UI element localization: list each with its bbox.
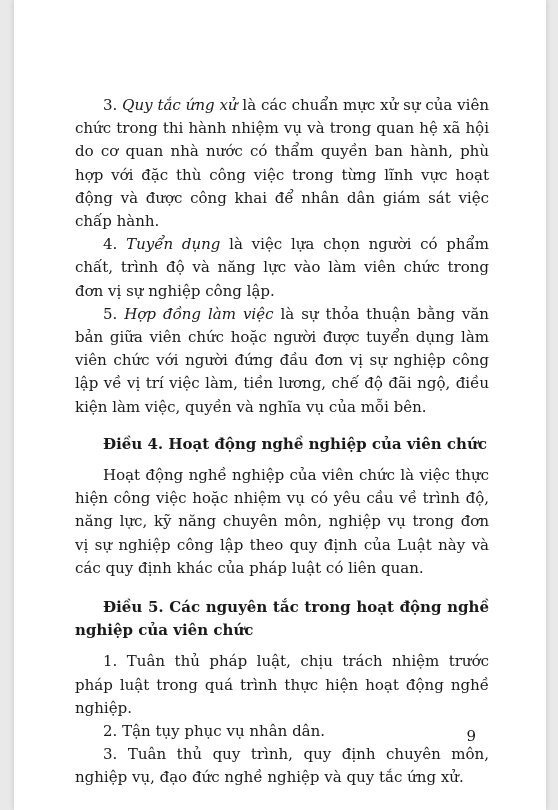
article-5-point-1: 1. Tuân thủ pháp luật, chịu trách nhiệm trước pháp luật trong quá trình thực hiện hoạt động nghề nghiệp. — [75, 652, 489, 717]
article-4-heading: Điều 4. Hoạt động nghề nghiệp của viên chức — [103, 434, 487, 453]
definition-text: là sự thỏa thuận bằng văn bản giữa viên chức hoặc người được tuyển dụng làm viên chức với người đứng đầu đơn vị sự nghiệp công lập về vị trí việc làm, tiền lương, chế độ đãi ngộ, điều kiện làm việc, quyền và nghĩa vụ của mỗi bên. — [75, 304, 489, 416]
definition-item-4 — [75, 233, 489, 303]
page-content — [75, 94, 489, 790]
document-page — [14, 0, 546, 810]
article-5-point-2: 2. Tận tụy phục vụ nhân dân. — [103, 722, 326, 741]
defined-term: Hợp đồng làm việc — [124, 304, 274, 323]
defined-term: Tuyển dụng — [126, 235, 221, 254]
article-4-body: Hoạt động nghề nghiệp của viên chức là việc thực hiện công việc hoặc nhiệm vụ có yêu cầu về trình độ, năng lực, kỹ năng chuyên môn, nghiệp vụ trong đơn vị sự nghiệp công lập theo quy định của Luật này và các quy định khác của pháp luật có liên quan. — [75, 466, 489, 577]
definition-text: là việc lựa chọn người có phẩm chất, trình độ và năng lực vào làm viên chức trong đơn vị sự nghiệp công lập. — [75, 235, 489, 300]
definition-text: là các chuẩn mực xử sự của viên chức trong thi hành nhiệm vụ và trong quan hệ xã hội do cơ quan nhà nước có thẩm quyền ban hành, phù hợp với đặc thù công việc trong từng lĩnh vực hoạt động và được công khai để nhân dân giám sát việc chấp hành. — [75, 96, 489, 231]
definition-item-5 — [75, 303, 489, 419]
item-number: 4. — [103, 235, 118, 254]
item-number: 3. — [103, 96, 118, 114]
definition-item-3 — [75, 94, 489, 233]
item-number: 5. — [103, 304, 118, 323]
article-5-heading: Điều 5. Các nguyên tắc trong hoạt động nghề nghiệp của viên chức — [75, 598, 489, 640]
article-5-point-3: 3. Tuân thủ quy trình, quy định chuyên môn, nghiệp vụ, đạo đức nghề nghiệp và quy tắc ứng xử. — [75, 745, 489, 787]
defined-term: Quy tắc ứng xử — [122, 96, 238, 114]
page-number: 9 — [466, 727, 476, 745]
